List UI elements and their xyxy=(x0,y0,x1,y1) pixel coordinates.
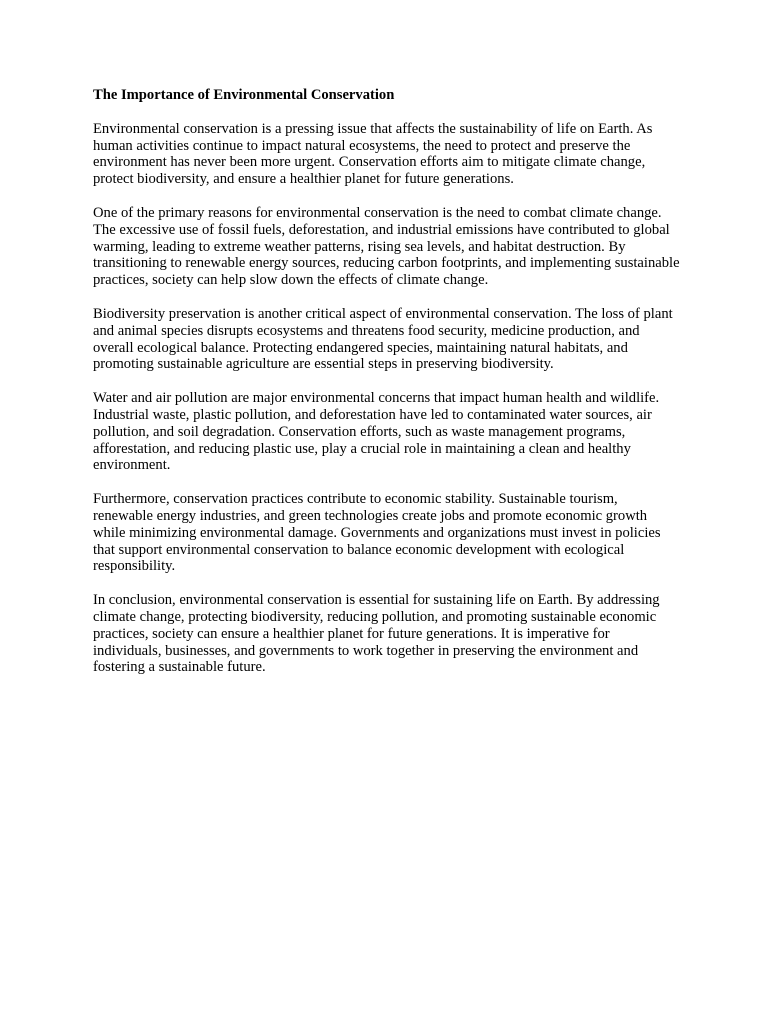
paragraph-pollution: Water and air pollution are major environmental concerns that impact human health and wildlife. Industrial waste, plastic pollution, and deforestation have led to contaminated water sources, air pollution, and soil degradation. Conservation efforts, such as waste management programs, afforestation, and reducing plastic use, play a crucial role in maintaining a clean and healthy environment. xyxy=(93,390,660,474)
paragraph-economy: Furthermore, conservation practices contribute to economic stability. Sustainable tourism, renewable energy industries, and green technologies create jobs and promote economic growth while minimizing environmental damage. Governments and organizations must invest in policies that support environmental conservation to balance economic development with ecological responsibility. xyxy=(93,491,661,575)
paragraph-biodiversity: Biodiversity preservation is another critical aspect of environmental conservation. The loss of plant and animal species disrupts ecosystems and threatens food security, medicine production, and overall ecological balance. Protecting endangered species, maintaining natural habitats, and promoting sustainable agriculture are essential steps in preserving biodiversity. xyxy=(93,305,673,373)
document-title: The Importance of Environmental Conservation xyxy=(93,87,395,103)
paragraph-introduction: Environmental conservation is a pressing issue that affects the sustainability of life on Earth. As human activities continue to impact natural ecosystems, the need to protect and preserve the environment has never been more urgent. Conservation efforts aim to mitigate climate change, protect biodiversity, and ensure a healthier planet for future generations. xyxy=(93,120,653,188)
paragraph-conclusion: In conclusion, environmental conservation is essential for sustaining life on Earth. By addressing climate change, protecting biodiversity, reducing pollution, and promoting sustainable economic practices, society can ensure a healthier planet for future generations. It is imperative for individuals, businesses, and governments to work together in preserving the environment and fostering a sustainable future. xyxy=(93,592,660,676)
document-page xyxy=(93,87,681,693)
paragraph-climate-change: One of the primary reasons for environmental conservation is the need to combat climate change. The excessive use of fossil fuels, deforestation, and industrial emissions have contributed to global warming, leading to extreme weather patterns, rising sea levels, and habitat destruction. By transitioning to renewable energy sources, reducing carbon footprints, and implementing sustainable practices, society can help slow down the effects of climate change. xyxy=(93,204,680,289)
